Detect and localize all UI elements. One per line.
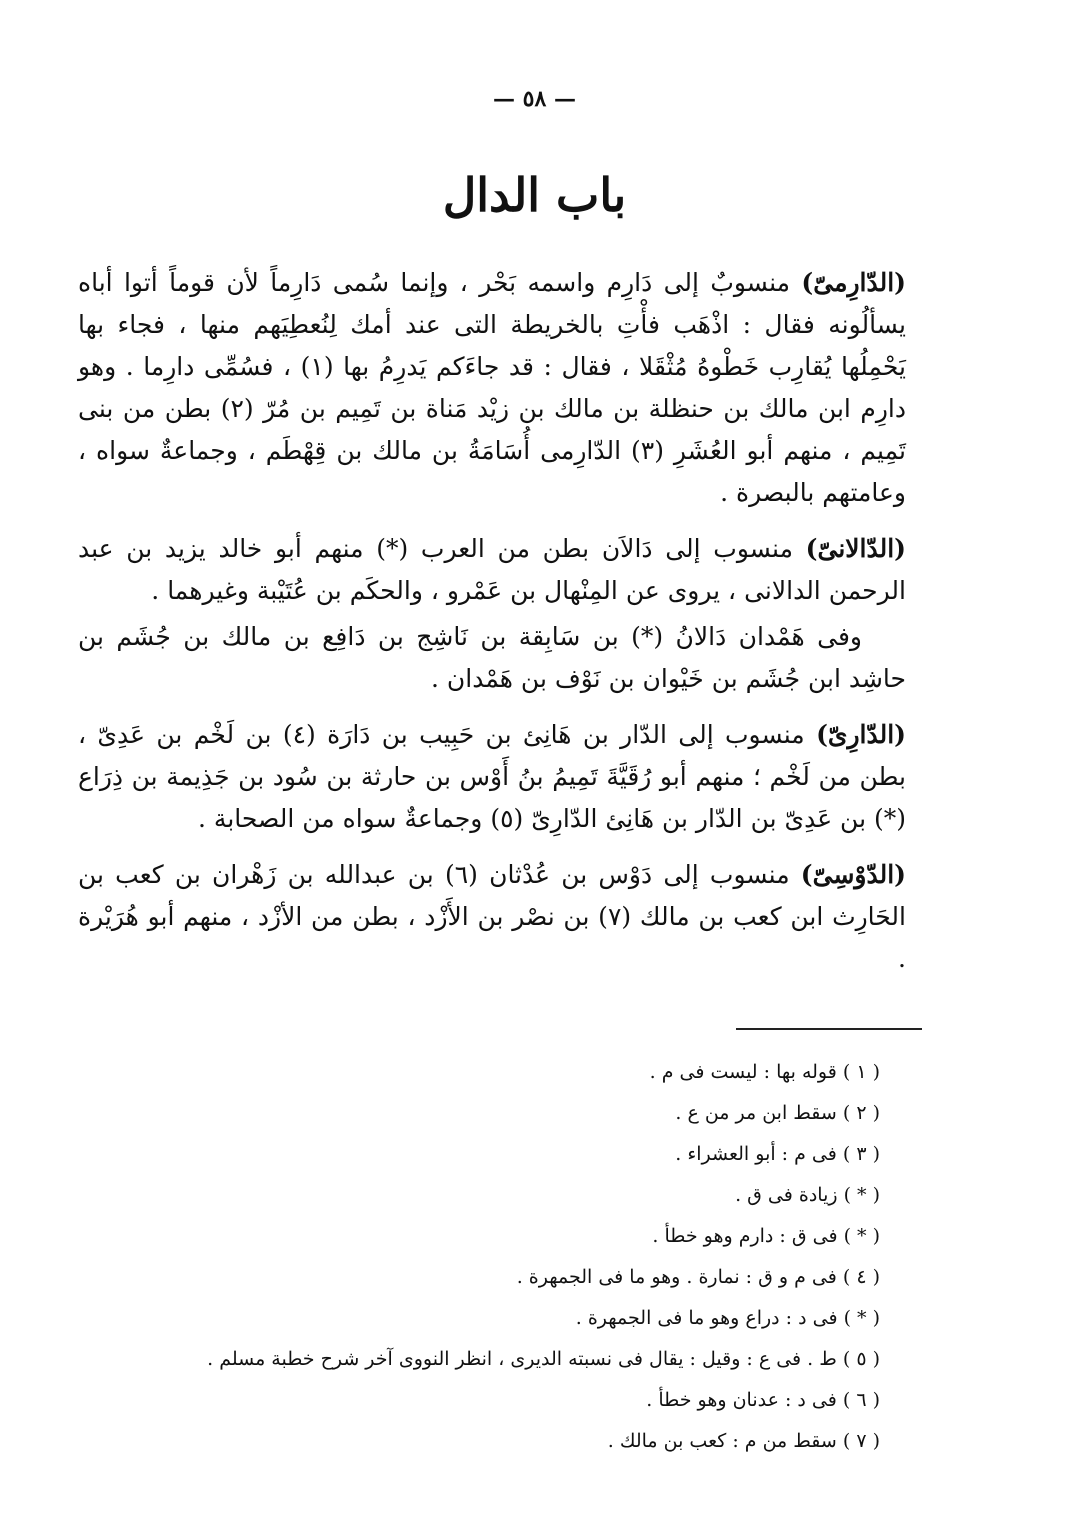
- footnote: ( * ) فى د : دراع وهو ما فى الجمهرة .: [575, 1307, 880, 1329]
- entry-dalani-hamdan: [78, 616, 906, 700]
- footnote: ( ٣ ) فى م : أبو العشراء .: [675, 1143, 880, 1165]
- entry-text: منسوب إلى دَالاَن بطن من العرب (*) منهم أبو خالد يزيد بن عبد الرحمن الدالانى ، يروى عن المِنْهال بن عَمْرو ، والحكَم بن عُتَيْبة وغيرهما .: [78, 534, 906, 605]
- footnote: ( ٥ ) ط . فى ع : وقيل : يقال فى نسبته الديرى ، انظر النووى آخر شرح خطبة مسلم .: [207, 1348, 880, 1370]
- entry-dari: [78, 714, 906, 840]
- entry-text: وفى هَمْدان دَالانُ (*) بن سَابِقة بن نَاشِج بن دَافِع بن مالك بن جُشَم بن حاشِد ابن جُشَم بن خَيْوان بن نَوْف بن هَمْدان .: [78, 622, 906, 693]
- entry-darimi: [78, 262, 906, 514]
- footnote: ( * ) فى ق : دارم وهو خطأ .: [652, 1225, 880, 1247]
- entry-lemma: (الدّالانىّ): [805, 534, 906, 563]
- entry-dawsi: [78, 854, 906, 980]
- footnote-divider: [736, 1028, 922, 1030]
- footnotes-list: [200, 1052, 880, 1462]
- entry-text: منسوب إلى الدّار بن هَانِئ بن حَبِيب بن دَارَة (٤) بن لَخْم بن عَدِىّ ، بطن من لَخْم ؛ منهم أبو رُقَيَّةَ تَمِيمُ بنُ أَوْس بن حارثة بن سُود بن جَذِيمة بن ذِرَاع (*) بن عَدِىّ بن الدّار بن هَانِئ الدّارِىّ (٥) وجماعةٌ سواه من الصحابة .: [78, 720, 906, 833]
- footnote: ( ١ ) قوله بها : ليست فى م .: [649, 1061, 880, 1083]
- entry-lemma: (الدّوْسِىّ): [800, 860, 906, 889]
- entry-lemma: (الدّارِىّ): [816, 720, 906, 749]
- footnote: ( ٦ ) فى د : عدنان وهو خطأ .: [646, 1389, 880, 1411]
- footnote: ( * ) زيادة فى ق .: [735, 1184, 880, 1206]
- entry-lemma: (الدّارِمىّ): [801, 268, 906, 297]
- entry-dalani: [78, 528, 906, 612]
- entry-text: منسوبٌ إلى دَارِم واسمه بَحْر ، وإنما سُمى دَارِماً لأن قوماً أتوا أباه يسألُونه فقال : اذْهَب فأْتِ بالخريطة التى عند أمك لِنُعطِيَهم منها ، فجاء بها يَحْمِلُها يُقارِب خَطْوهُ مُثْقَلا ، فقال : قد جاءَكم يَدرِمُ بها (١) ، فسُمِّى دارِما . وهو دارِم ابن مالك بن حنظلة بن مالك بن زيْد مَناة بن تَمِيم بن مُرّ (٢) بطن من بنى تَمِيم ، منهم أبو العُشَرِ (٣) الدّارِمى أُسَامَةُ بن مالك بن قِهْطَم ، وجماعةٌ سواه ، وعامتهم بالبصرة .: [78, 268, 906, 507]
- entry-text: منسوب إلى دَوْس بن عُدْثان (٦) بن عبدالله بن زَهْران بن كعب بن الحَارِث ابن كعب بن مالك (٧) بن نصْر بن الأَزْد ، بطن من الأزْد ، منهم أبو هُرَيْرة .: [78, 860, 906, 973]
- footnote: ( ٧ ) سقط من م : كعب بن مالك .: [607, 1430, 880, 1452]
- footnote: ( ٤ ) فى م و ق : نمارة . وهو ما فى الجمهرة .: [516, 1266, 880, 1288]
- footnote: ( ٢ ) سقط ابن مر من ع .: [675, 1102, 880, 1124]
- chapter-title: باب الدال: [442, 168, 627, 222]
- main-text: [78, 262, 906, 994]
- page-number: — ٥٨ —: [493, 86, 576, 112]
